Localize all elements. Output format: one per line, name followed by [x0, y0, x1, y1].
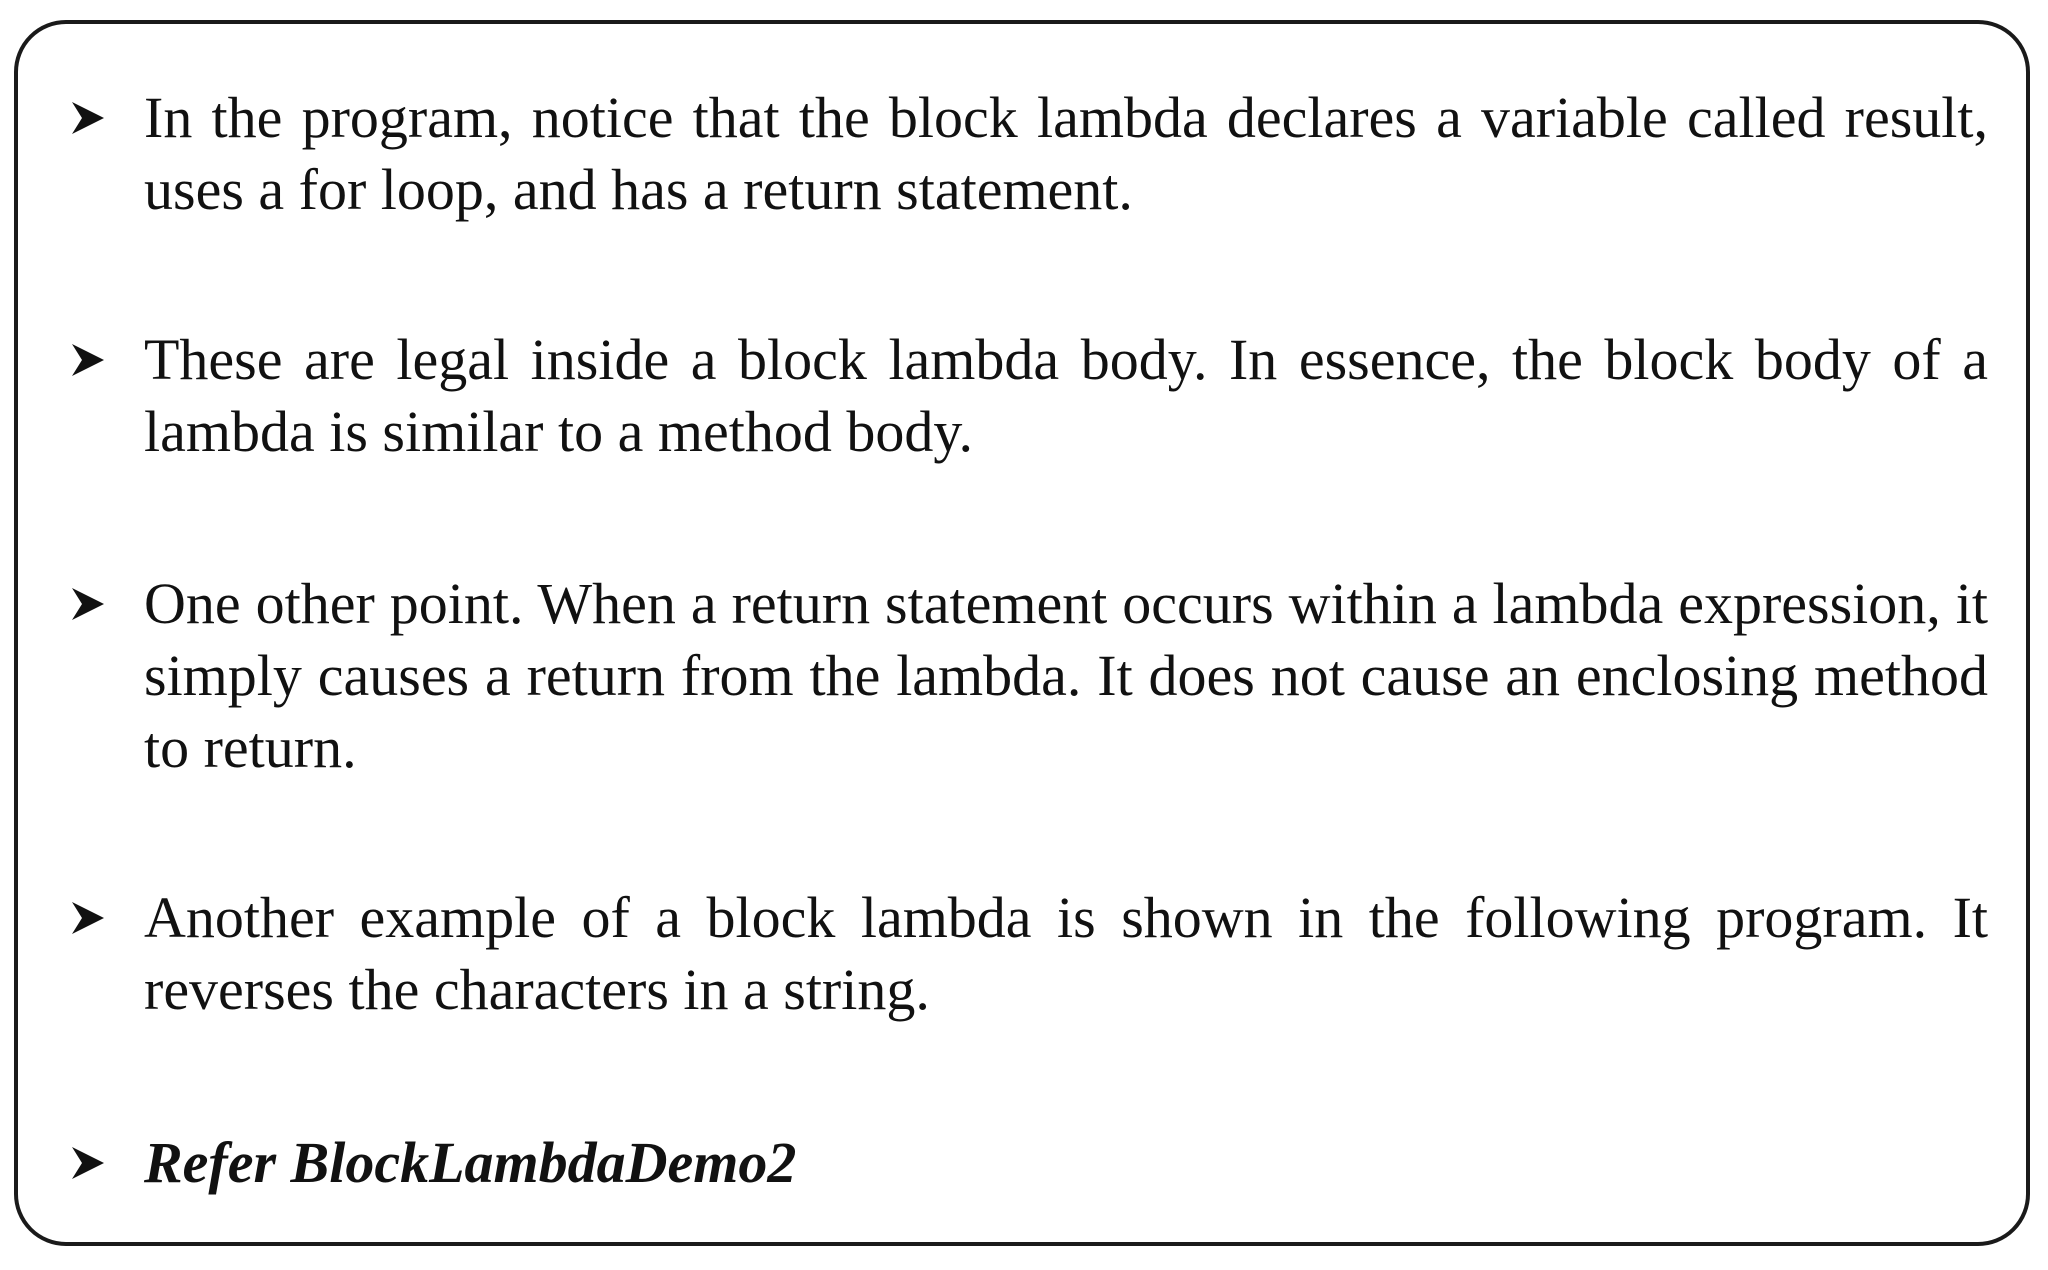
- bullet-item: [68, 1127, 1988, 1199]
- arrowhead-bullet-icon: [68, 568, 144, 640]
- arrowhead-bullet-icon: [68, 324, 144, 396]
- reference-text: Refer BlockLambdaDemo2: [144, 1130, 797, 1195]
- arrowhead-bullet-icon: [68, 82, 144, 154]
- bullet-text: Another example of a block lambda is shown in the following program. It reverses the characters in a string.: [144, 885, 1988, 1022]
- bullet-item: [68, 82, 1988, 226]
- bullet-item: [68, 324, 1988, 468]
- bullet-item: [68, 882, 1988, 1026]
- arrowhead-bullet-icon: [68, 1127, 144, 1199]
- bullet-text: These are legal inside a block lambda body. In essence, the block body of a lambda is similar to a method body.: [144, 327, 1988, 464]
- arrowhead-bullet-icon: [68, 882, 144, 954]
- bullet-text: One other point. When a return statement occurs within a lambda expression, it simply causes a return from the lambda. It does not cause an enclosing method to return.: [144, 571, 1988, 780]
- bullet-text: In the program, notice that the block lambda declares a variable called result, uses a for loop, and has a return statement.: [144, 85, 1988, 222]
- bullet-item: [68, 568, 1988, 784]
